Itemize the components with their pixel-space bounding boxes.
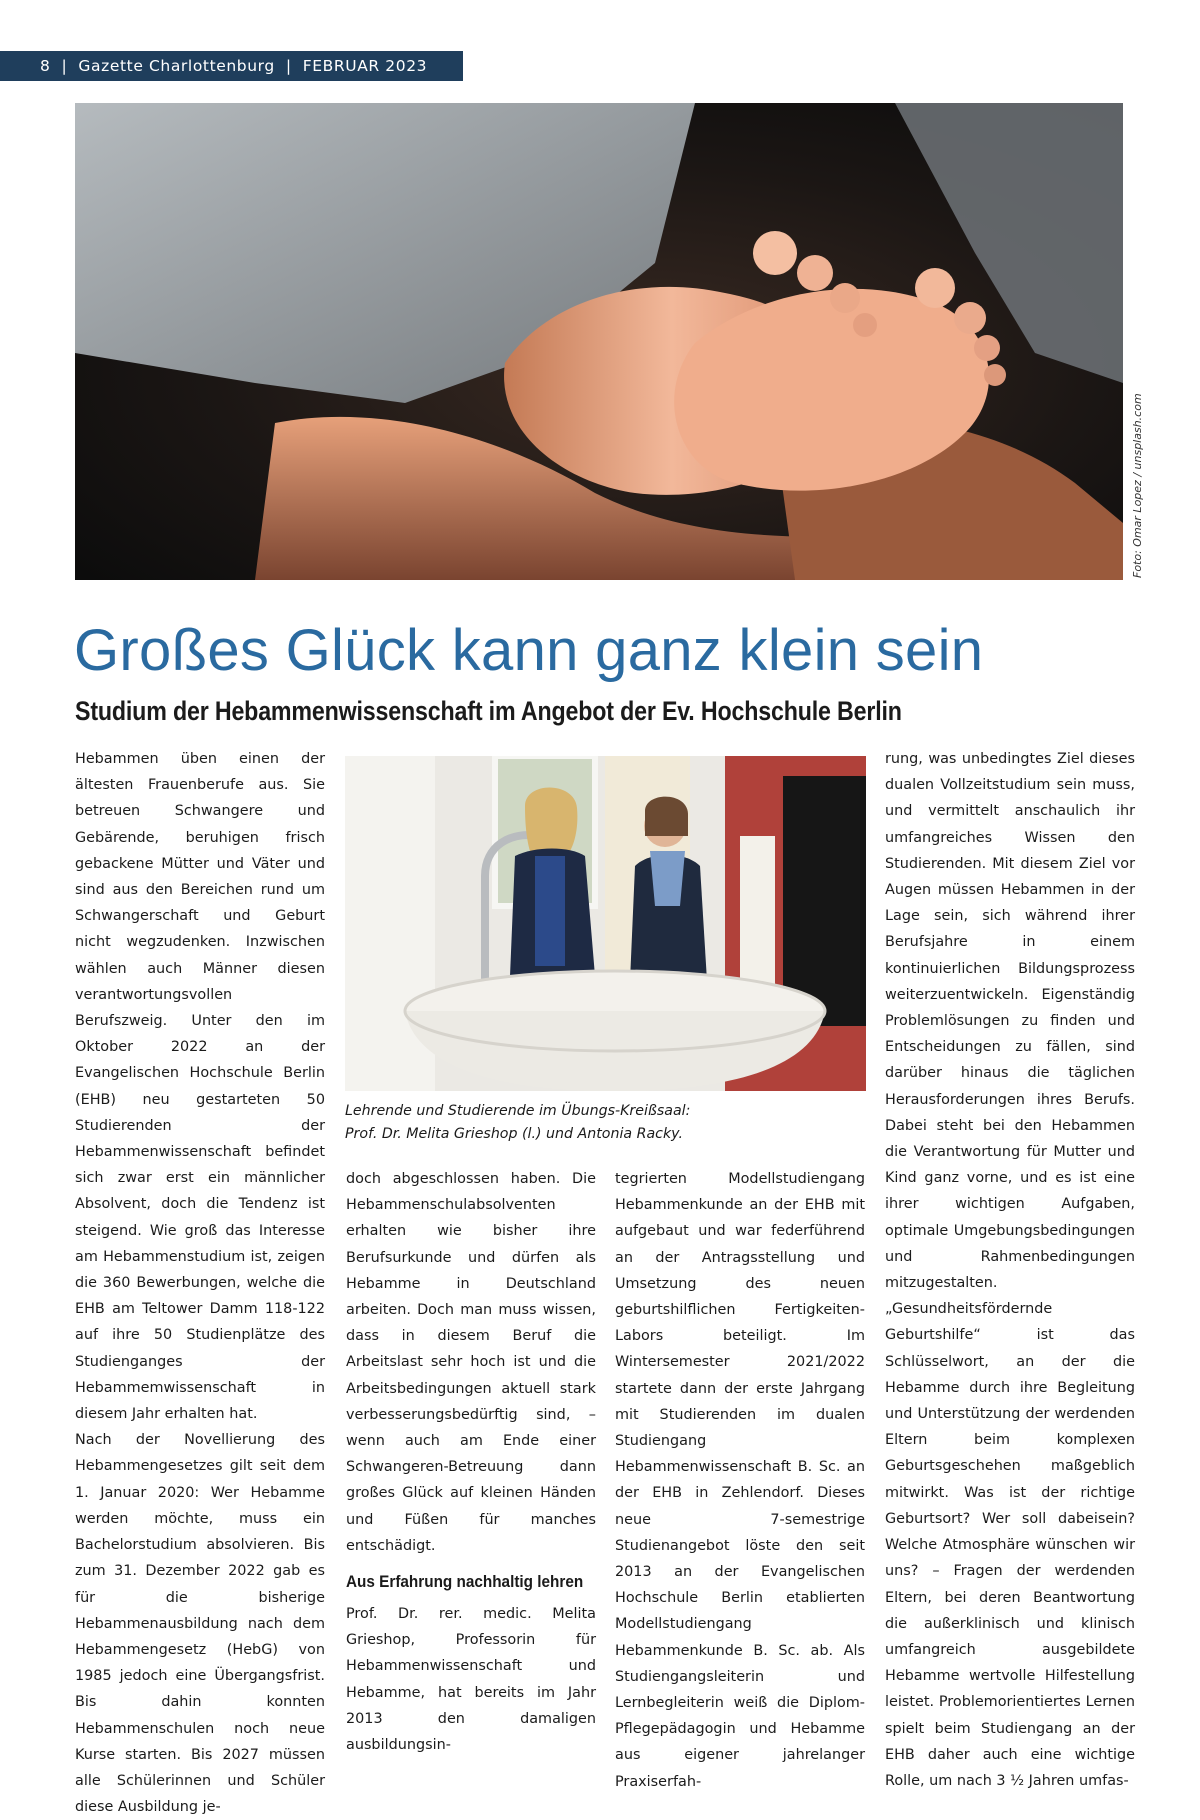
paragraph: Nach der Novellierung des Hebammengesetzes gilt seit dem 1. Januar 2020: Wer Hebamme werden möchte, muss ein Bachelorstudium absolvieren. Bis zum 31. Dezember 2022 gab es für die bisherige Hebammenausbildung nach dem Hebammengesetz (HebG) von 1985 jedoch eine Übergangsfrist. Bis dahin konnten Hebammenschulen noch neue Kurse starten. Bis 2027 müssen alle Schülerinnen und Schüler diese Ausbildung je- bbox=[75, 1432, 325, 1816]
article-column-4 bbox=[885, 746, 1135, 1789]
hero-photo-baby-feet bbox=[75, 103, 1123, 580]
page-header-text: 8 | Gazette Charlottenburg | FEBRUAR 2023 bbox=[40, 57, 428, 75]
article-column-2 bbox=[346, 1166, 596, 1754]
page-header-bar bbox=[0, 51, 463, 81]
caption-line: Prof. Dr. Melita Grieshop (l.) und Antonia Racky. bbox=[345, 1126, 683, 1142]
paragraph: Hebammen üben einen der ältesten Frauenberufe aus. Sie betreuen Schwangere und Gebärende, beruhigen frisch gebackene Mütter und Väter und sind aus den Bereichen rund um Schwangerschaft und Geburt nicht wegzudenken. Inzwischen wählen auch Männer diesen verantwortungsvollen Berufszweig. Unter den im Oktober 2022 an der Evangelischen Hochschule Berlin (EHB) neu gestarteten 50 Studierenden der Hebammenwissenschaft befindet sich zwar erst ein männlicher Absolvent, doch die Tendenz ist steigend. Wie groß das Interesse am Hebammenstudium ist, zeigen die 360 Bewerbungen, welche die EHB am Teltower Damm 118-122 auf ihre 50 Studienplätze des Studienganges der Hebammemwissenschaft in diesem Jahr erhalten hat. bbox=[75, 751, 325, 1423]
article-headline: Großes Glück kann ganz klein sein bbox=[74, 618, 984, 683]
paragraph: doch abgeschlossen haben. Die Hebammenschulabsolventen erhalten wie bisher ihre Berufsurkunde und dürfen als Hebamme in Deutschland arbeiten. Doch man muss wissen, dass in diesem Beruf die Arbeitslast sehr hoch ist und die Arbeitsbedingungen aktuell stark verbesserungsbedürftig sind, – wenn auch am Ende einer Schwangeren-Betreuung dann großes Glück auf kleinen Händen und Füßen für manches entschädigt. bbox=[346, 1171, 596, 1554]
article-subheadline: Studium der Hebammenwissenschaft im Angebot der Ev. Hochschule Berlin bbox=[75, 696, 902, 726]
article-column-3 bbox=[615, 1166, 865, 1790]
paragraph: tegrierten Modellstudiengang Hebammenkunde an der EHB mit aufgebaut und war federführend an der Antragsstellung und Umsetzung des neuen geburtshilflichen Fertigkeiten-Labors beteiligt. Im Wintersemester 2021/2022 startete dann der erste Jahrgang mit Studierenden im dualen Studiengang Hebammenwissenschaft B. Sc. an der EHB in Zehlendorf. Dieses neue 7-semestrige Studienangebot löste den seit 2013 an der Evangelischen Hochschule Berlin etablierten Modellstudiengang Hebammenkunde B. Sc. ab. Als Studiengangsleiterin und Lernbegleiterin weiß die Diplom-Pflegepädagogin und Hebamme aus eigener jahrelanger Praxiserfah- bbox=[615, 1171, 865, 1790]
section-heading: Aus Erfahrung nachhaltig lehren bbox=[346, 1572, 584, 1592]
paragraph: rung, was unbedingtes Ziel dieses dualen Vollzeitstudium sein muss, und vermittelt anschaulich ihr umfangreiches Wissen den Studierenden. Mit diesem Ziel vor Augen müssen Hebammen in der Lage sein, sich während ihrer Berufsjahre in einem kontinuierlichen Bildungsprozess weiterzuentwickeln. Eigenständig Problemlösungen zu finden und Entscheidungen zu fällen, sind darüber hinaus die täglichen Herausforderungen ihres Berufs. Dabei steht bei den Hebammen die Verantwortung für Mutter und Kind ganz vorne, und es ist eine ihrer wichtigen Aufgaben, optimale Umgebungsbedingungen und Rahmenbedingungen mitzugestalten. „Gesundheitsfördernde Geburtshilfe“ ist das Schlüsselwort, an der die Hebamme durch ihre Begleitung und Unterstützung der werdenden Eltern beim komplexen Geburtsgeschehen maßgeblich mitwirkt. Was ist der richtige Geburtsort? Wer soll dabeisein? Welche Atmosphäre wünschen wir uns? – Fragen der werdenden Eltern, bei deren Beantwortung die außerklinisch und klinisch umfangreich ausgebildete Hebamme wertvolle Hilfestellung leistet. Problemorientiertes Lernen spielt beim Studiengang an der EHB daher auch eine wichtige Rolle, um nach 3 ½ Jahren umfas- bbox=[885, 751, 1135, 1789]
article-column-1 bbox=[75, 746, 325, 1816]
photo-caption bbox=[345, 1100, 866, 1146]
paragraph: Prof. Dr. rer. medic. Melita Grieshop, Professorin für Hebammenwissenschaft und Hebamme, hat bereits im Jahr 2013 den damaligen ausbildungsin- bbox=[346, 1606, 596, 1754]
photo-teachers-at-birthing-tub bbox=[345, 756, 866, 1091]
caption-line: Lehrende und Studierende im Übungs-Kreißsaal: bbox=[345, 1103, 691, 1119]
photo-credit: Foto: Omar Lopez / unsplash.com bbox=[1131, 393, 1144, 578]
